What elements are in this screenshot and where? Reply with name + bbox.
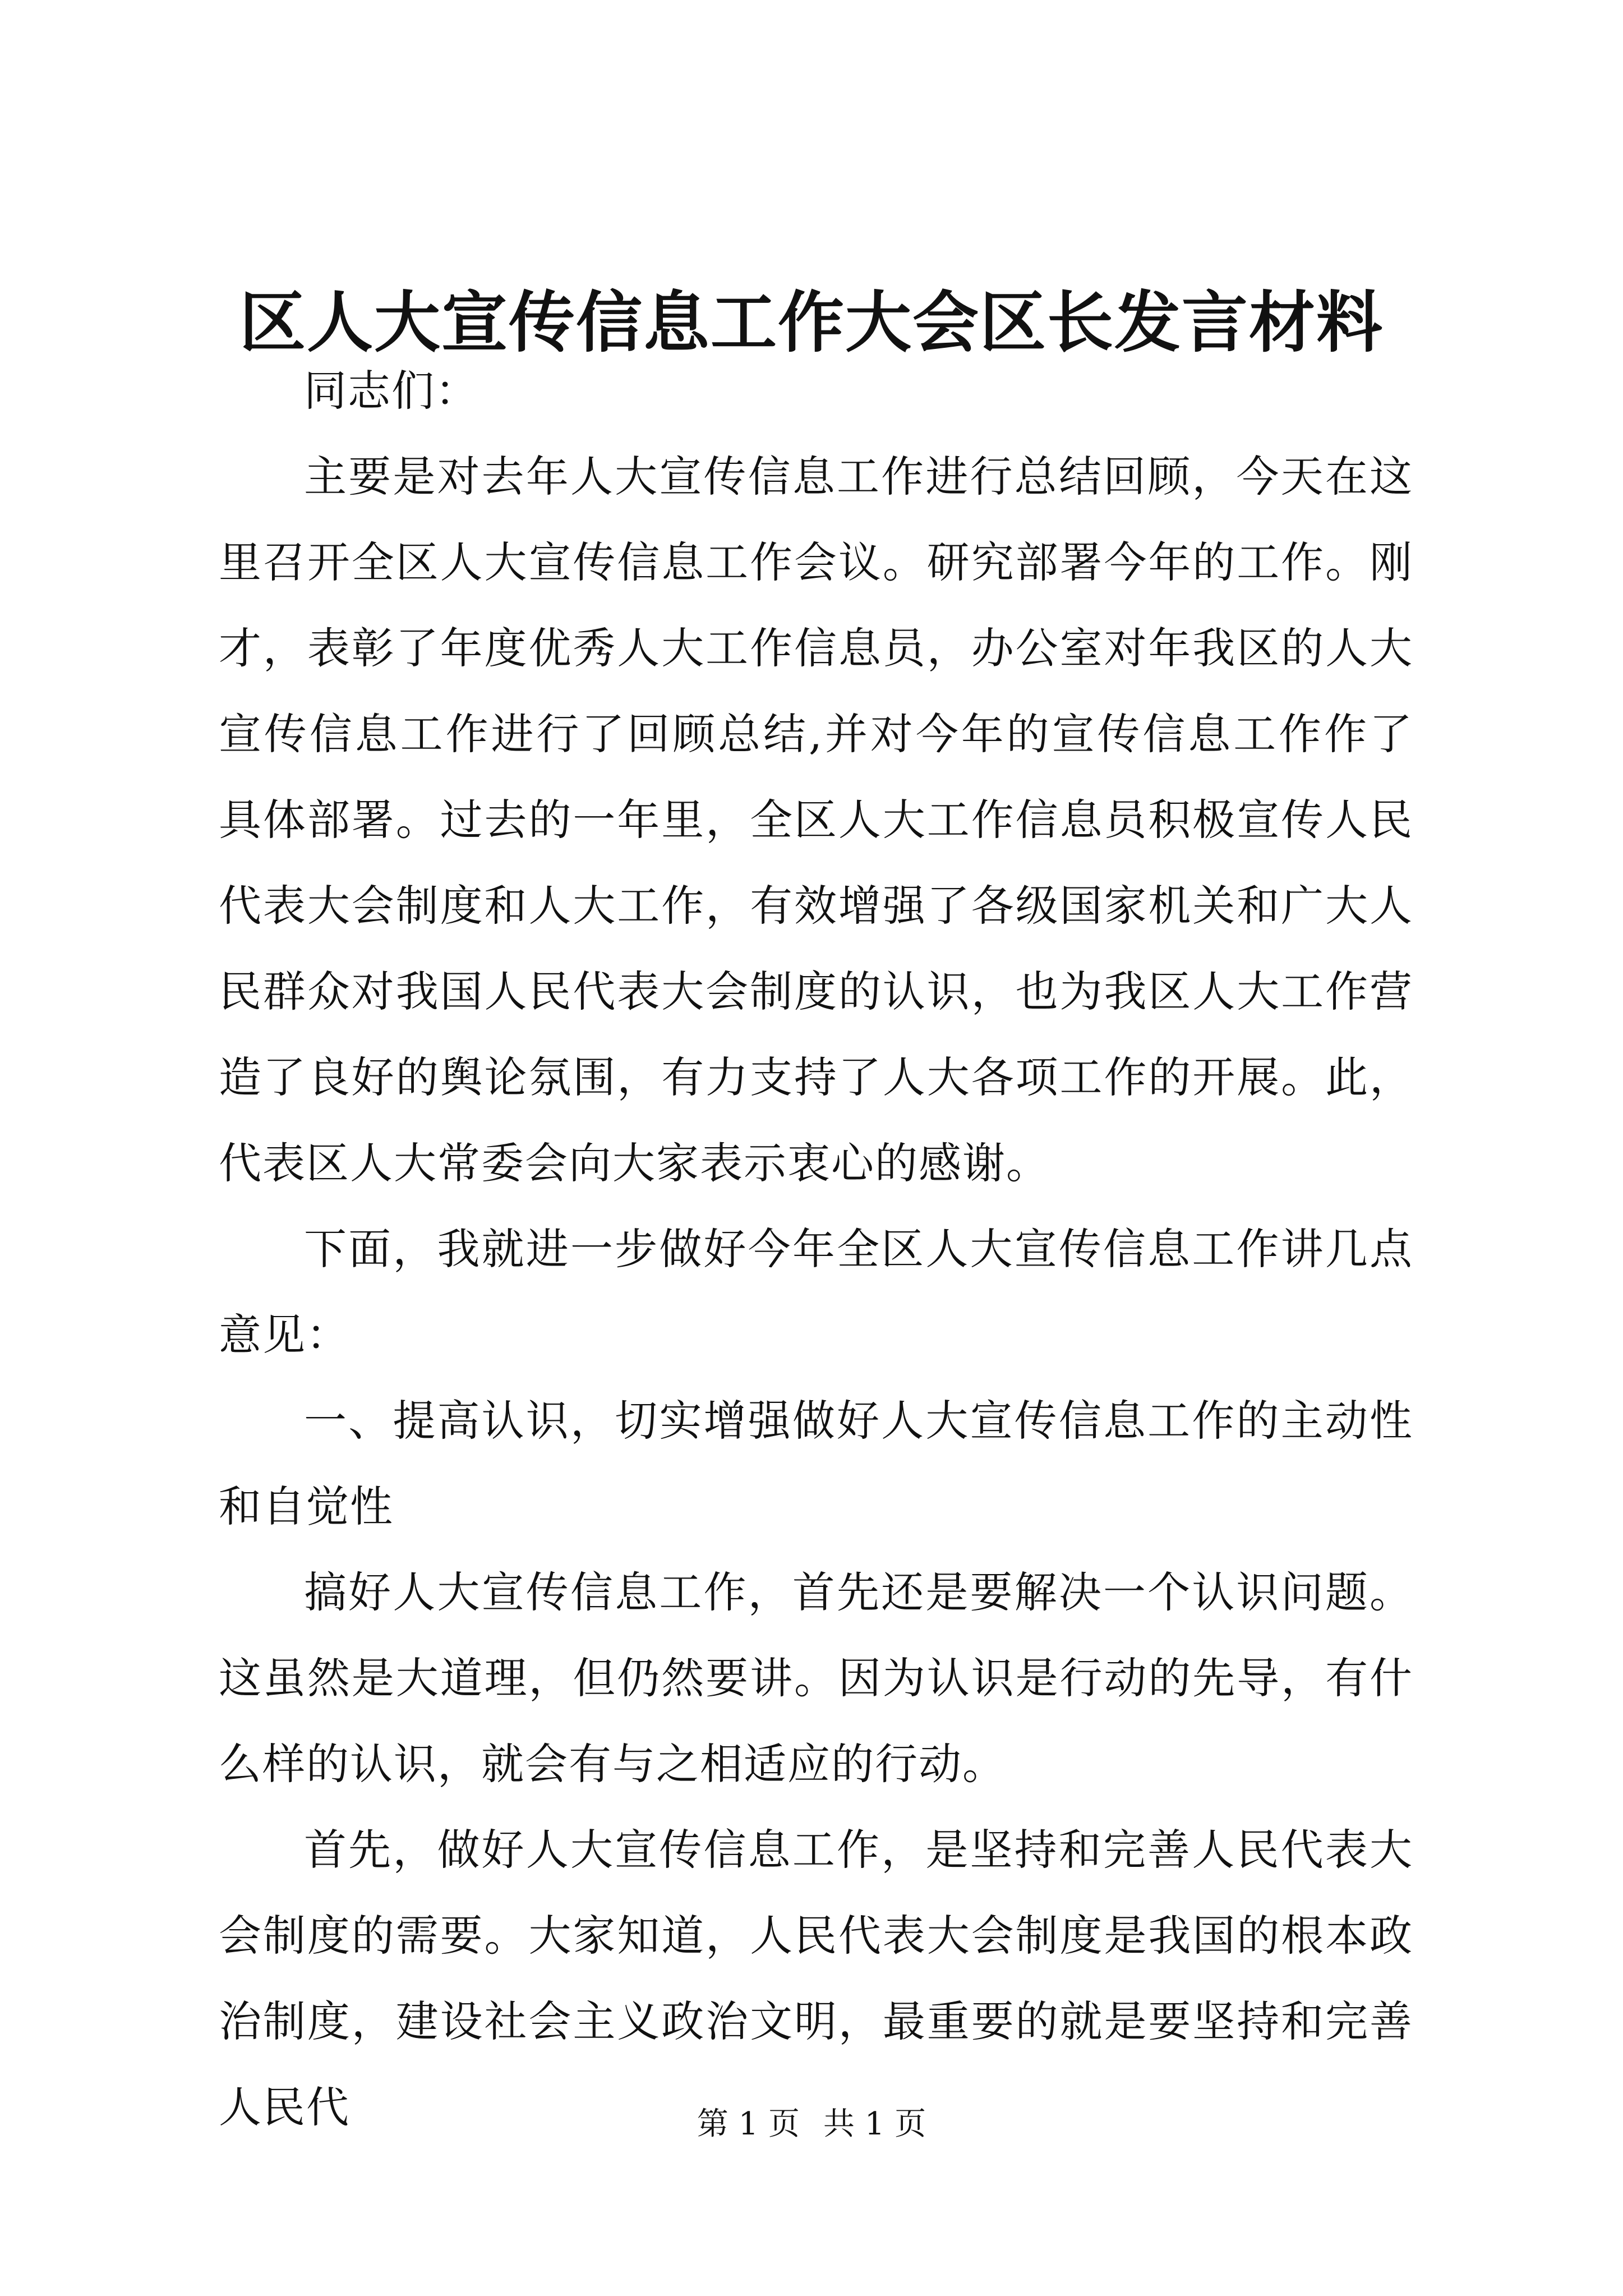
- document-title: 区人大宣传信息工作大会区长发言材料: [239, 283, 1384, 361]
- body-paragraph-awareness: 搞好人大宣传信息工作，首先还是要解决一个认识问题。这虽然是大道理，但仍然要讲。因为认识是行动的先导，有什么样的认识，就会有与之相适应的行动。: [219, 1567, 1413, 1789]
- page-number: 第 1 页: [697, 2106, 800, 2142]
- body-paragraph-review: 主要是对去年人大宣传信息工作进行总结回顾，今天在这里召开全区人大宣传信息工作会议。研究部署今年的工作。刚才，表彰了年度优秀人大工作信息员，办公室对年我区的人大宣传信息工作进行了回顾总结,并对今年的宣传信息工作作了具体部署。过去的一年里，全区人大工作信息员积极宣传人民代表大会制度和人大工作，有效增强了各级国家机关和广大人民群众对我国人民代表大会制度的认识，也为我区人大工作营造了良好的舆论氛围，有力支持了人大各项工作的开展。此，代表区人大常委会向大家表示衷心的感谢。: [219, 452, 1413, 1188]
- salutation-paragraph: 同志们：: [304, 366, 479, 416]
- document-body: [219, 348, 1413, 2150]
- body-paragraph-first-point: 首先，做好人大宣传信息工作，是坚持和完善人民代表大会制度的需要。大家知道，人民代表大会制度是我国的根本政治制度，建设社会主义政治文明，最重要的就是要坚持和完善人民代: [219, 1825, 1413, 2132]
- section-heading-one: 一、提高认识，切实增强做好人大宣传信息工作的主动性和自觉性: [219, 1396, 1413, 1531]
- body-paragraph-intro: 下面，我就进一步做好今年全区人大宣传信息工作讲几点意见：: [219, 1224, 1413, 1360]
- page-total: 共 1 页: [823, 2106, 926, 2142]
- page-footer: [0, 2105, 1623, 2144]
